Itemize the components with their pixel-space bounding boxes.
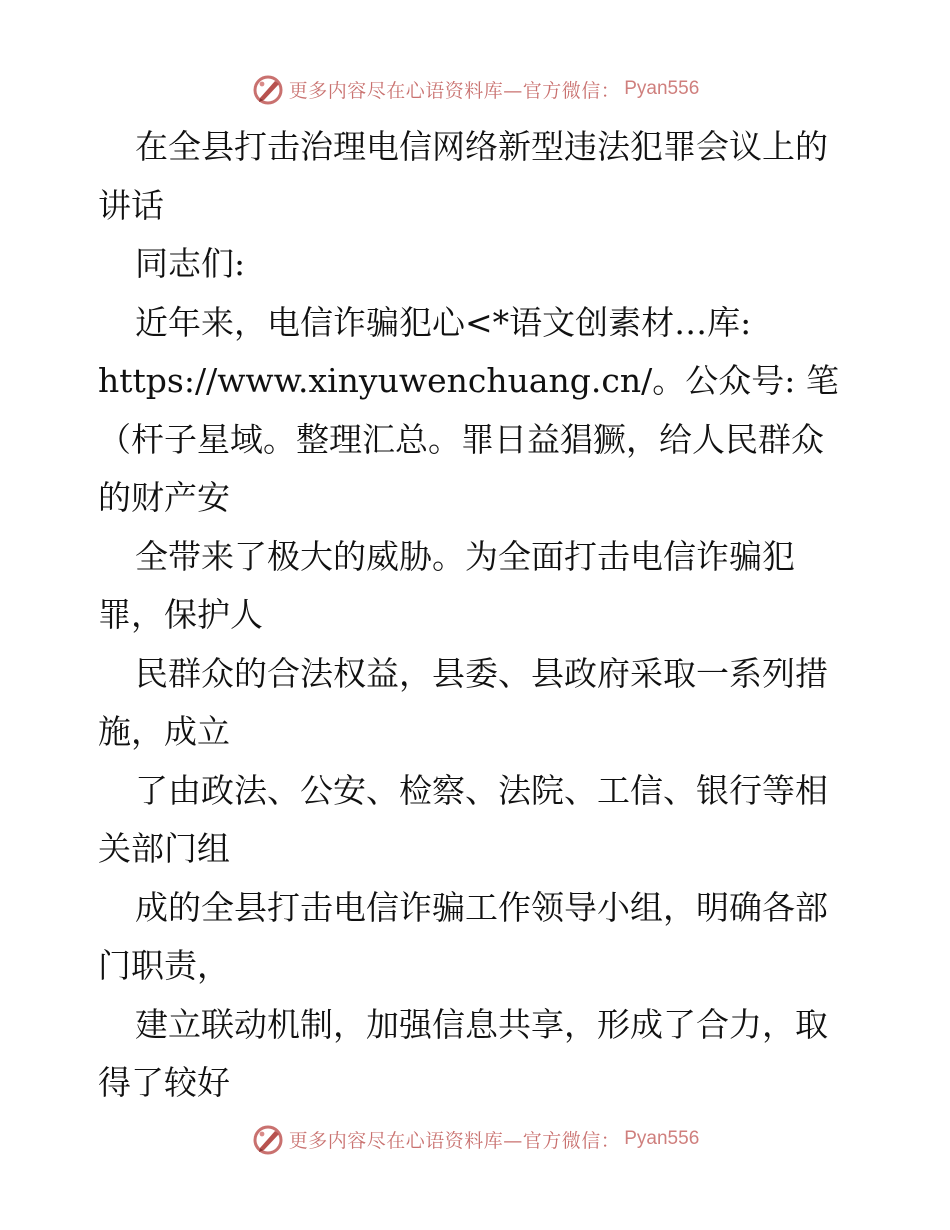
paragraph-line: 的财产安 (98, 478, 230, 517)
paragraph-line: 成的全县打击电信诈骗工作领导小组，明确各部 (135, 887, 828, 927)
paragraph-line: 得了较好 (98, 1063, 230, 1102)
pen-logo-icon (251, 72, 285, 106)
header-watermark (0, 72, 950, 106)
paragraph-line: （杆子星域。整理汇总。罪日益猖獗，给人民群众 (98, 419, 824, 459)
watermark-handle: Pyan556 (624, 78, 700, 99)
title-line-1: 在全县打击治理电信网络新型违法犯罪会议上的 (135, 127, 828, 166)
paragraph-line: 施，成立 (98, 712, 230, 751)
footer-watermark (0, 1122, 950, 1156)
paragraph-line: 门职责， (98, 946, 230, 985)
document-body (98, 118, 858, 1113)
paragraph-line: 罪，保护人 (98, 595, 263, 634)
watermark-handle: Pyan556 (624, 1128, 700, 1149)
pen-logo-icon (251, 1122, 285, 1156)
paragraph-line: 近年来，电信诈骗犯心<*语文创素材…库: (135, 302, 752, 342)
title-line-2: 讲话 (98, 185, 164, 225)
watermark-text: 更多内容尽在心语资料库—官方微信： (288, 79, 621, 102)
paragraph-line: 了由政法、公安、检察、法院、工信、银行等相 (135, 770, 828, 810)
paragraph-line: 关部门组 (98, 829, 230, 868)
paragraph-line: 民群众的合法权益，县委、县政府采取一系列措 (135, 653, 828, 693)
watermark-text: 更多内容尽在心语资料库—官方微信： (288, 1129, 621, 1152)
paragraph-line: 全带来了极大的威胁。为全面打击电信诈骗犯 (135, 536, 795, 576)
salutation: 同志们: (135, 244, 246, 283)
paragraph-line: 建立联动机制，加强信息共享，形成了合力，取 (135, 1004, 828, 1044)
paragraph-line: https://www.xinyuwenchuang.cn/。公众号: 笔 (98, 361, 839, 400)
